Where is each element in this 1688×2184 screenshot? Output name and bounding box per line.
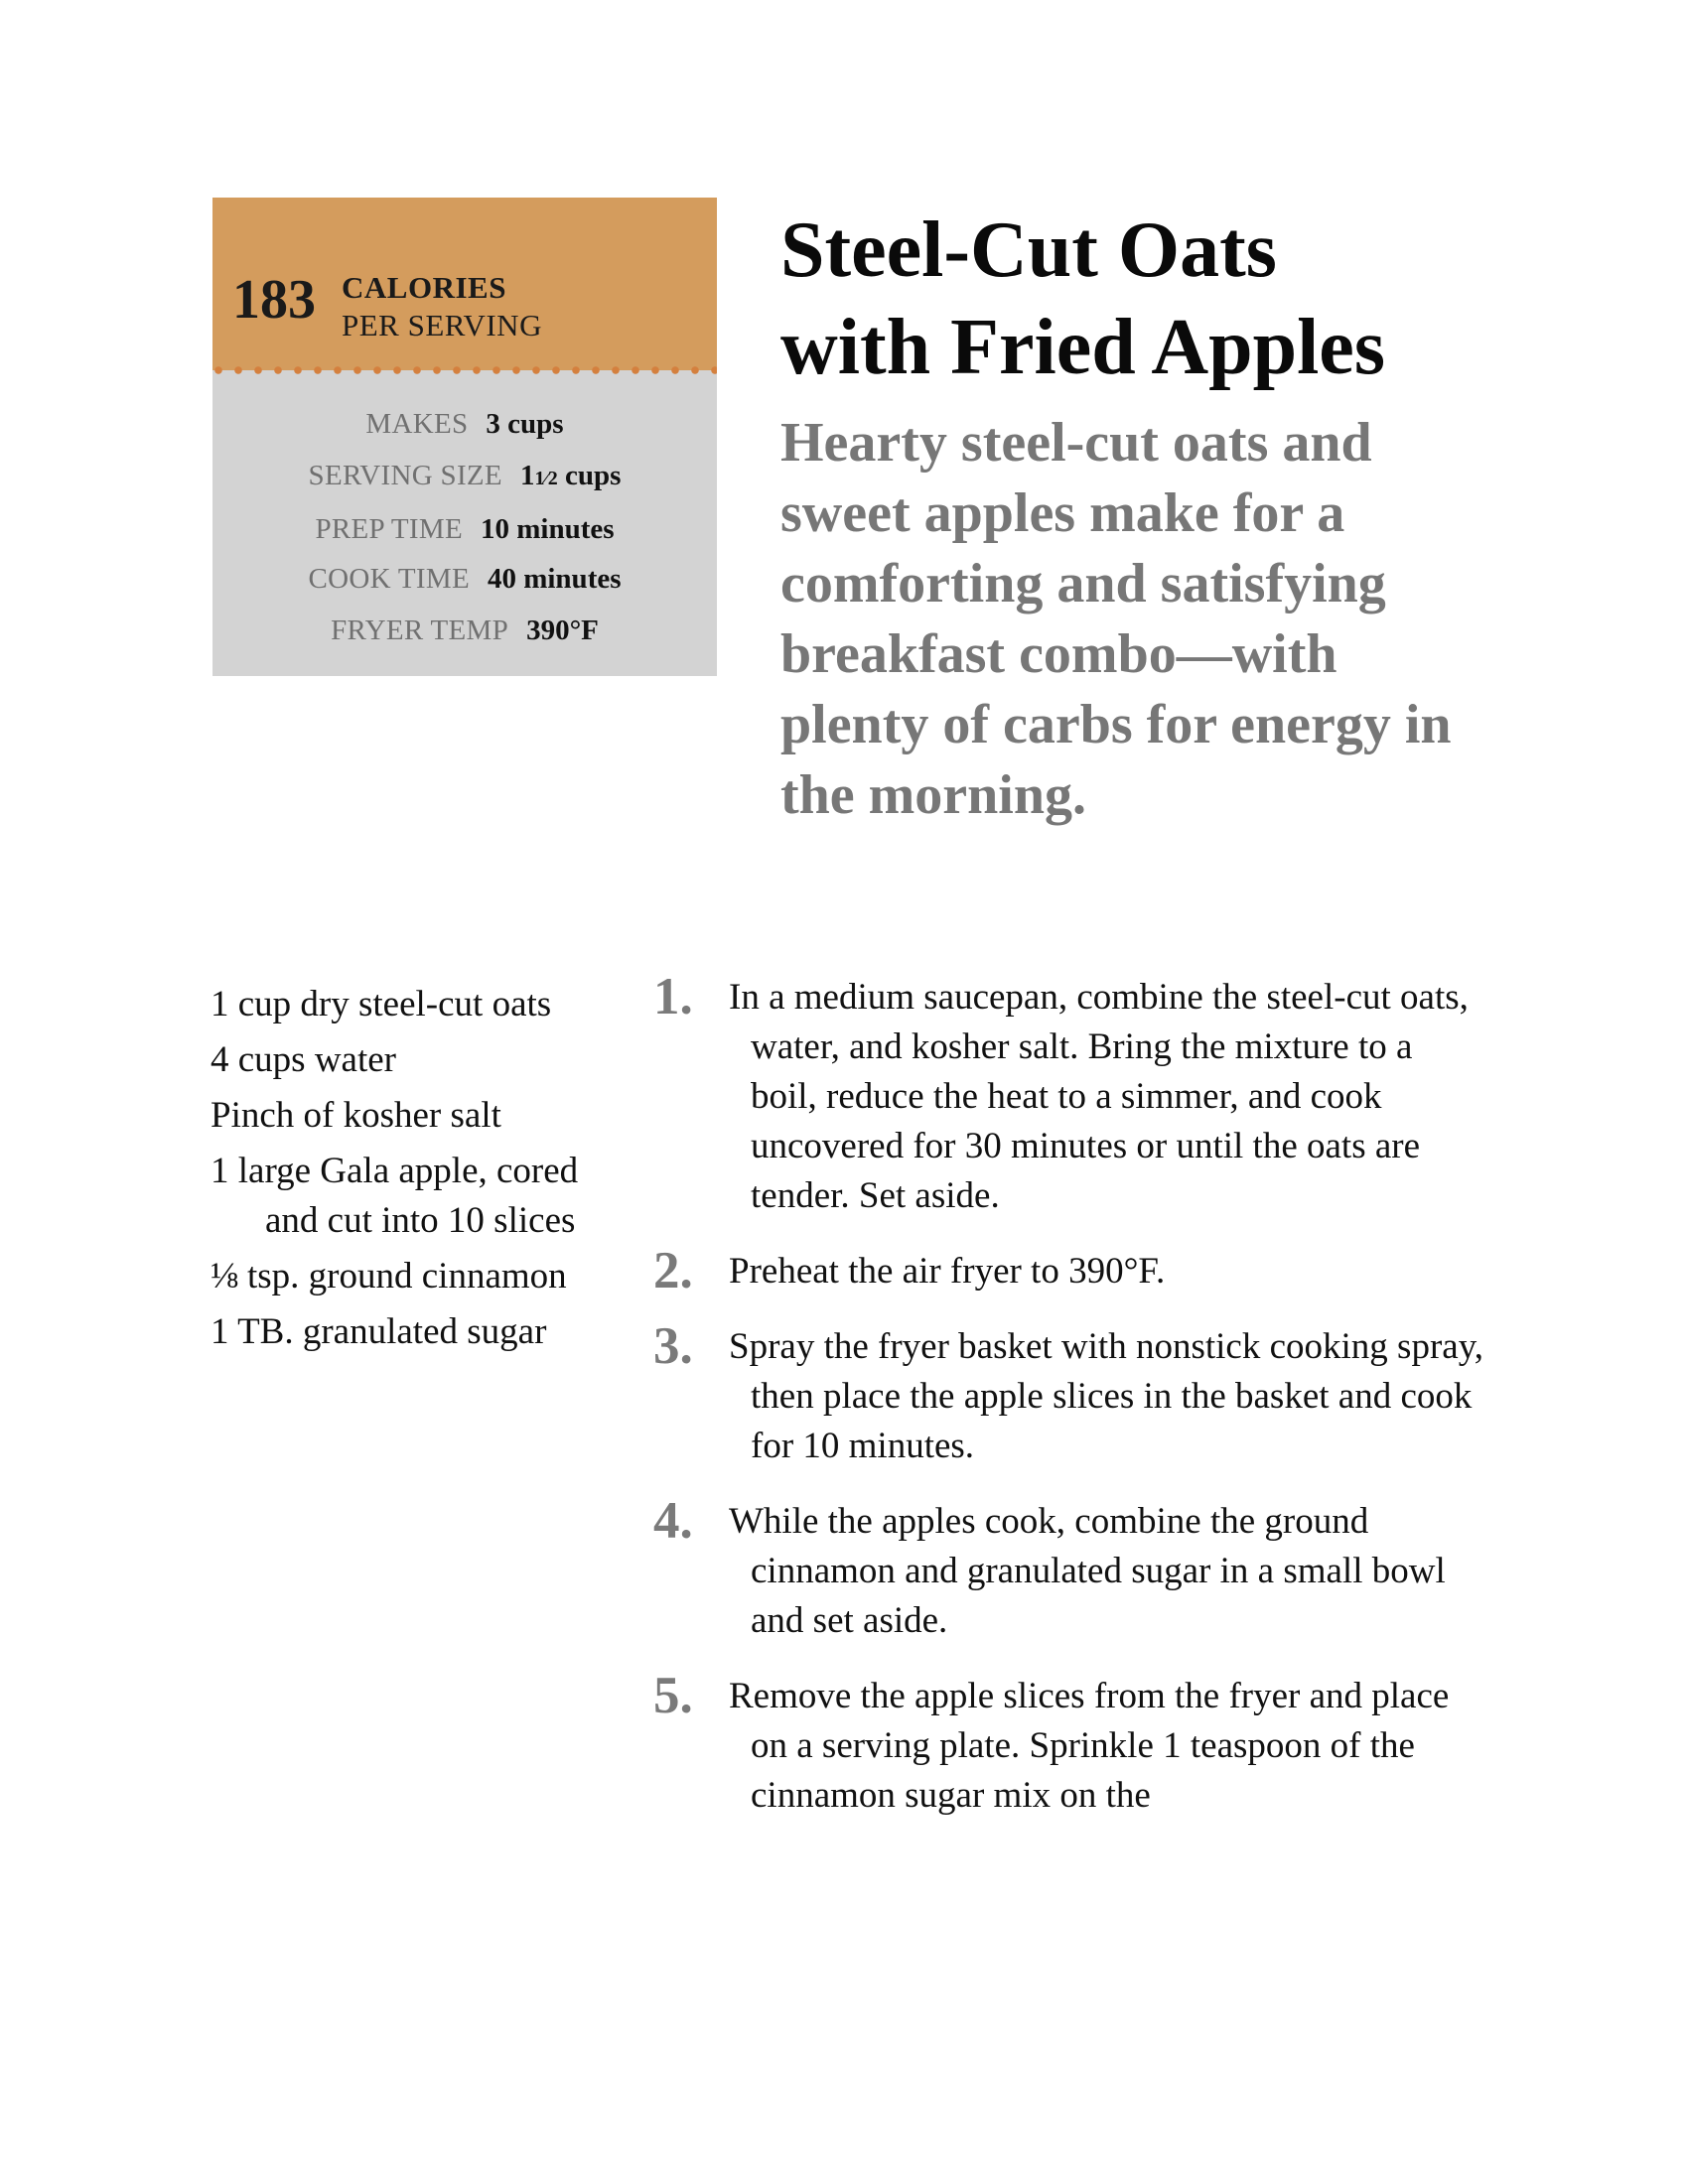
step-text: Remove the apple slices from the fryer and place on a serving plate. Sprinkle 1 teaspoon of the cinnamon sugar mix on the <box>729 1676 1450 1816</box>
prep-time-value: 10 minutes <box>481 513 615 545</box>
fryer-temp-value: 390°F <box>526 614 599 646</box>
ingredient-item: 1 cup dry steel-cut oats <box>211 984 552 1024</box>
title-line-2: with Fried Apples <box>780 304 1385 391</box>
step-text: In a medium saucepan, combine the steel-cut oats, water, and kosher salt. Bring the mixture to a boil, reduce the heat to a simmer, and cook uncovered for 30 minutes or until the oats are tender. Set aside. <box>729 977 1469 1216</box>
makes-label: MAKES <box>365 408 469 440</box>
serving-size-label: SERVING SIZE <box>308 460 502 491</box>
instructions-list <box>653 968 1487 1846</box>
title-line-1: Steel-Cut Oats <box>780 206 1277 294</box>
instruction-step <box>653 1667 1487 1821</box>
calories-label: CALORIES <box>342 270 506 305</box>
prep-time-label: PREP TIME <box>315 513 463 545</box>
makes-row <box>212 410 717 439</box>
fryer-temp-row <box>212 616 717 645</box>
serving-size-whole: 1 <box>519 460 535 491</box>
step-number: 4. <box>653 1492 693 1550</box>
instruction-step <box>653 968 1487 1221</box>
ingredients-list <box>211 980 628 1363</box>
prep-time-row <box>212 515 717 544</box>
step-text: Spray the fryer basket with nonstick cooking spray, then place the apple slices in the basket and cook for 10 minutes. <box>729 1326 1484 1466</box>
step-number: 5. <box>653 1667 693 1724</box>
step-number: 1. <box>653 968 693 1025</box>
ingredient-item: Pinch of kosher salt <box>211 1095 501 1136</box>
serving-size-fraction: 1⁄2 <box>534 468 558 489</box>
serving-size-row <box>212 462 717 490</box>
recipe-description: Hearty steel-cut oats and sweet apples make for a comforting and satisfying breakfast combo—with plenty of carbs for energy in the morning. <box>780 412 1452 826</box>
step-text: Preheat the air fryer to 390°F. <box>729 1251 1166 1292</box>
recipe-title <box>780 202 1654 396</box>
ingredient-item: 4 cups water <box>211 1039 396 1080</box>
instruction-step <box>653 1492 1487 1646</box>
calories-banner <box>212 198 717 370</box>
serving-size-value <box>520 460 622 491</box>
fryer-temp-label: FRYER TEMP <box>331 614 509 646</box>
cook-time-value: 40 minutes <box>487 563 622 595</box>
serving-size-unit: cups <box>557 460 622 491</box>
step-text: While the apples cook, combine the ground cinnamon and granulated sugar in a small bowl and set aside. <box>729 1501 1446 1641</box>
cook-time-row <box>212 565 717 594</box>
ingredient-item: 1 large Gala apple, cored and cut into 10 slices <box>211 1151 579 1241</box>
makes-value: 3 cups <box>486 408 564 440</box>
dotted-divider <box>212 364 717 376</box>
calories-value: 183 <box>232 269 316 331</box>
nutrition-info-card <box>212 198 717 676</box>
instruction-step <box>653 1317 1487 1471</box>
step-number: 3. <box>653 1317 693 1375</box>
instruction-step <box>653 1242 1487 1299</box>
ingredient-item: ⅛ tsp. ground cinnamon <box>211 1256 567 1297</box>
ingredient-item: 1 TB. granulated sugar <box>211 1311 547 1352</box>
cook-time-label: COOK TIME <box>308 563 470 595</box>
recipe-details <box>212 370 717 676</box>
per-serving-label: PER SERVING <box>342 308 542 342</box>
step-number: 2. <box>653 1242 693 1299</box>
